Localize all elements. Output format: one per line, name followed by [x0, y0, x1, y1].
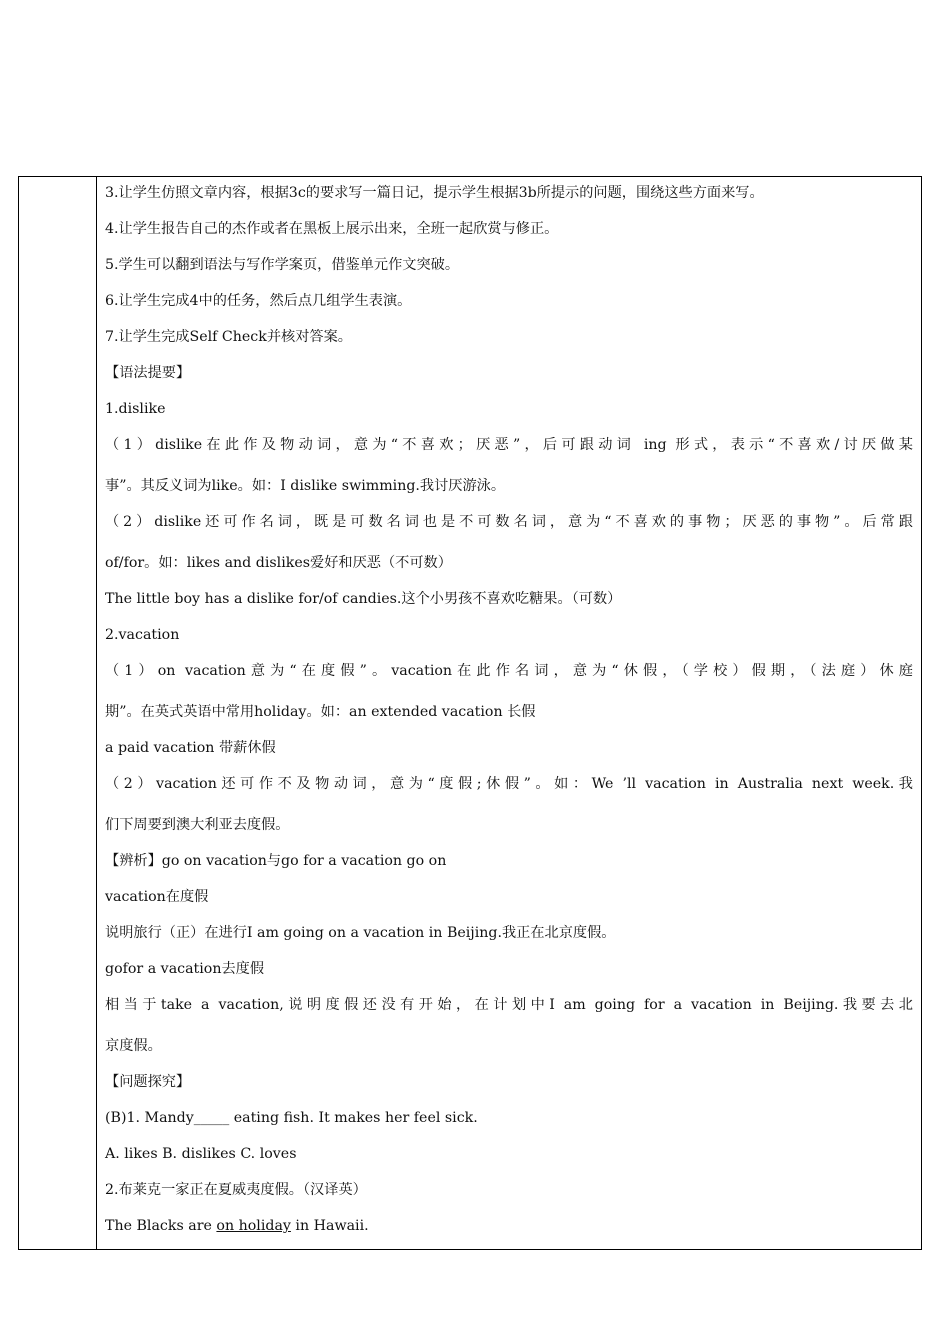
dislike-point-2-cont: of/for。如：likes and dislikes爱好和厌恶（不可数）: [105, 555, 452, 571]
analysis-line-5: 相当于take a vacation,说明度假还没有开始，在计划中I am going for a vacation in Beijing.我要去北: [105, 997, 913, 1013]
question-1-options: A. likes B. dislikes C. loves: [105, 1146, 297, 1162]
vacation-point-2-cont: 们下周要到澳大利亚去度假。: [105, 817, 290, 833]
answer-suffix: in Hawaii.: [290, 1218, 369, 1234]
vacation-title: 2.vacation: [105, 627, 180, 643]
analysis-line-2: vacation在度假: [105, 889, 209, 905]
step-7: 7.让学生完成Self Check并核对答案。: [105, 329, 352, 345]
dislike-point-2: （2）dislike还可作名词，既是可数名词也是不可数名词，意为“不喜欢的事物；厌恶的事物”。后常跟: [105, 514, 913, 530]
vacation-point-1: （1）on vacation意为“在度假”。vacation在此作名词，意为“休假，（学校）假期，（法庭）休庭: [105, 663, 913, 679]
analysis-line-4: gofor a vacation去度假: [105, 961, 265, 977]
dislike-title: 1.dislike: [105, 401, 166, 417]
vacation-point-1-cont: 期”。在英式英语中常用holiday。如：an extended vacation 长假: [105, 704, 536, 720]
question-2: 2.布莱克一家正在夏威夷度假。（汉译英）: [105, 1182, 367, 1198]
dislike-example: The little boy has a dislike for/of candies.这个小男孩不喜欢吃糖果。（可数）: [105, 591, 622, 607]
grammar-heading: 【语法提要】: [105, 365, 191, 381]
vacation-point-2: （2）vacation还可作不及物动词，意为“度假;休假”。如：We ’ll vacation in Australia next week.我: [105, 776, 913, 792]
step-5: 5.学生可以翻到语法与写作学案页，借鉴单元作文突破。: [105, 257, 460, 273]
column-divider: [96, 177, 97, 1249]
exploration-heading: 【问题探究】: [105, 1074, 191, 1090]
answer-prefix: The Blacks are: [105, 1218, 217, 1234]
analysis-line-5-cont: 京度假。: [105, 1038, 162, 1054]
lesson-table: [18, 176, 922, 1250]
answer-underlined: on holiday: [216, 1218, 291, 1234]
analysis-heading: 【辨析】go on vacation与go for a vacation go on: [105, 853, 447, 869]
dislike-point-1: （1）dislike在此作及物动词，意为“不喜欢；厌恶”，后可跟动词 ing 形式，表示“不喜欢/讨厌做某: [105, 437, 913, 453]
step-6: 6.让学生完成4中的任务，然后点几组学生表演。: [105, 293, 412, 309]
vacation-example: a paid vacation 带薪休假: [105, 740, 276, 756]
analysis-line-3: 说明旅行（正）在进行I am going on a vacation in Beijing.我正在北京度假。: [105, 925, 616, 941]
dislike-point-1-cont: 事”。其反义词为like。如：I dislike swimming.我讨厌游泳。: [105, 478, 506, 494]
step-3: 3.让学生仿照文章内容，根据3c的要求写一篇日记，提示学生根据3b所提示的问题，围绕这些方面来写。: [105, 185, 764, 201]
question-2-answer: [105, 1217, 913, 1235]
step-4: 4.让学生报告自己的杰作或者在黑板上展示出来，全班一起欣赏与修正。: [105, 221, 559, 237]
question-1: (B)1. Mandy_____ eating fish. It makes her feel sick.: [105, 1110, 478, 1126]
